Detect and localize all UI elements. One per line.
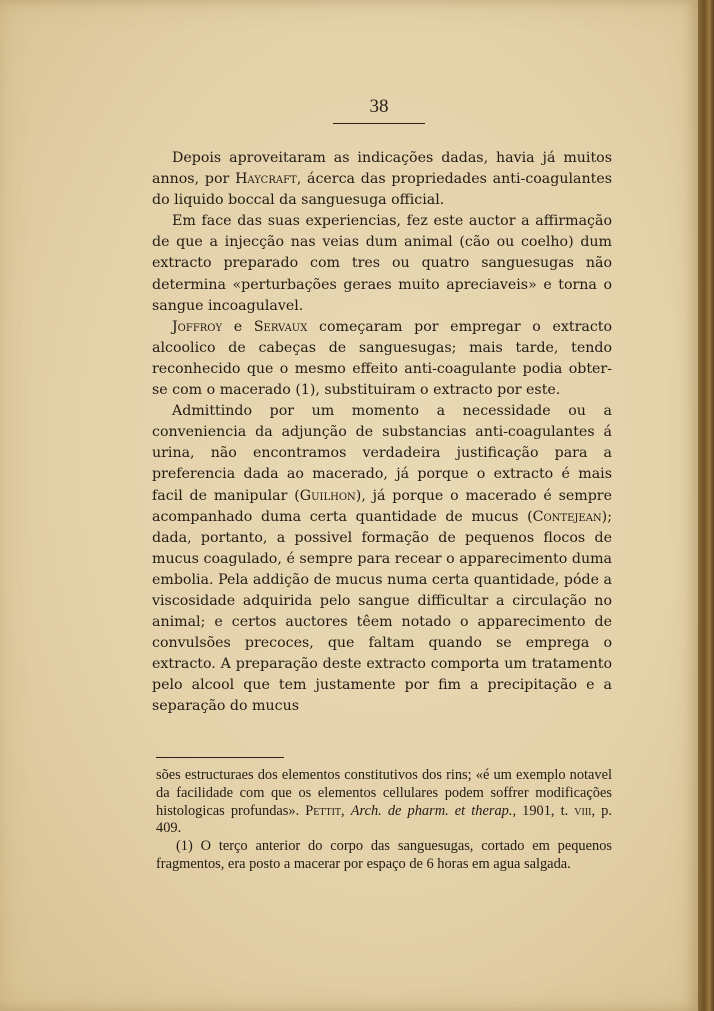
text-run: , 1901, t.: [512, 802, 575, 819]
author-name: Guilhon: [299, 487, 356, 504]
text-run: Em face das suas experiencias, fez este auctor a affirmação de que a injecção nas veias dum animal (cão ou coelho) dum extracto preparado com tres ou quatro sanguesugas não determina «perturbações geraes muito apreciaveis» e torna o sangue incoagulavel.: [152, 213, 612, 314]
author-name: Haycraft: [235, 171, 297, 188]
text-run: Depois aproveitaram as indicações dadas, havia já muitos annos, por: [152, 150, 612, 188]
body-paragraph: [152, 317, 612, 401]
text-run: ,: [341, 802, 351, 819]
text-run: , ácerca das propriedades anti-coagulantes do liquido boccal da sanguesuga official.: [152, 171, 612, 209]
citation-title: Arch. de pharm. et therap.: [350, 802, 513, 819]
footnotes: [156, 767, 612, 874]
book-spine-edge: [698, 0, 714, 1011]
text-run: e: [222, 318, 254, 335]
footnote-rule: [156, 757, 284, 758]
header-rule: [333, 123, 425, 124]
footnote: [156, 767, 612, 838]
body-paragraph: [152, 211, 612, 316]
text-run: , p. 409.: [156, 802, 612, 837]
author-name: viii: [574, 802, 592, 819]
author-name: Joffroy: [172, 318, 223, 335]
text-run: começaram por empregar o extracto alcoolico de cabeças de sanguesugas; mais tarde, tendo reconhecido que o mesmo effeito anti-coagulante podia obter-se com o macerado (1), substituiram o extracto por este.: [152, 318, 613, 399]
author-name: Servaux: [253, 318, 308, 335]
author-name: Pettit: [305, 802, 342, 819]
body-text: [152, 148, 612, 718]
text-run: Admittindo por um momento a necessidade ou a conveniencia da adjunção de substancias anti-coagulantes á urina, não encontramos verdadeira justificação para a preferencia dada ao macerado, já porque o extracto é mais facil de manipular (: [152, 403, 612, 504]
author-name: Contejean: [532, 508, 602, 525]
text-run: ); dada, portanto, a possivel formação de pequenos flocos de mucus coagulado, é sempre para recear o apparecimento duma embolia. Pela addição de mucus numa certa quantidade, póde a viscosidade adquirida pelo sangue difficultar a circulação no animal; e certos auctores têem notado o apparecimento de convulsões precoces, que faltam quando se emprega o extracto. A preparação deste extracto comporta um tratamento pelo alcool que tem justamente por fim a precipitação e a separação do mucus: [152, 508, 612, 715]
text-run: sões estructuraes dos elementos constitutivos dos rins; «é um exemplo notavel da facilidade com que os elementos cellulares podem soffrer modificações histologicas profundas».: [156, 767, 612, 819]
page-number: 38: [369, 96, 389, 117]
body-paragraph: [152, 401, 612, 717]
body-paragraph: [152, 148, 612, 211]
text-run: (1) O terço anterior do corpo das sanguesugas, cortado em pequenos fragmentos, era posto a macerar por espaço de 6 horas em agua salgada.: [156, 838, 612, 872]
text-run: ), já porque o macerado é sempre acompanhado duma certa quantidade de mucus (: [152, 487, 612, 525]
footnote: [156, 838, 612, 874]
